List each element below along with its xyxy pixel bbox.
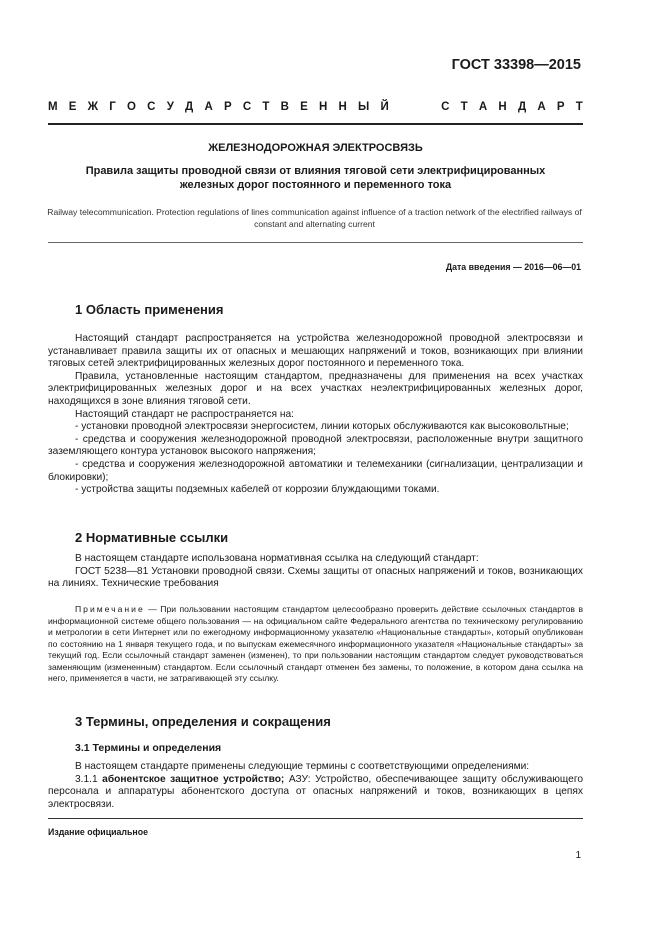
page-number: 1 <box>575 850 581 861</box>
banner-letter: Ы <box>358 101 370 113</box>
banner-letter: Р <box>223 101 232 113</box>
banner-letter: Й <box>380 101 389 113</box>
banner-letter: М <box>48 101 58 113</box>
banner-letter: Е <box>68 101 77 113</box>
english-title: Railway telecommunication. Protection regulations of lines communication against influence of a traction network of the electrified railways of constant and alternating current <box>47 207 582 229</box>
banner-letter: Р <box>556 101 565 113</box>
banner-letter: Г <box>109 101 116 113</box>
list-item: - установки проводной электросвязи энергосистем, линии которых обслуживаются как высоковольтные; <box>75 421 569 433</box>
document-title: ЖЕЛЕЗНОДОРОЖНАЯ ЭЛЕКТРОСВЯЗЬ <box>208 142 423 154</box>
introduction-date: Дата введения — 2016—06—01 <box>445 262 581 272</box>
term-name: абонентское защитное устройство; <box>102 773 285 785</box>
banner-letter: Е <box>300 101 308 113</box>
banner-letter: С <box>242 101 252 113</box>
banner-letter: Т <box>262 101 270 113</box>
note-lead: Примечание <box>75 604 145 614</box>
banner-letter <box>400 101 430 113</box>
paragraph: Правила, установленные настоящим стандартом, предназначены для применения на всех участках электрифицированных железных дорог и на всех участках неэлектрифицированных железных дорог, находящихся в зоне влияния тяговой сети. <box>48 370 583 407</box>
banner-letter: Д <box>185 101 194 113</box>
header-rule <box>48 123 583 125</box>
term-text: АЗУ: Устройство, обеспечивающее защиту обслуживающего персонала и аппаратуры абонентского доступа от опасных напряжений и токов, возникающих в цепях электросвязи. <box>48 773 583 810</box>
term-definition <box>48 774 583 812</box>
footer-rule <box>48 818 583 819</box>
banner-letter: Н <box>498 101 507 113</box>
banner-letter: С <box>441 101 450 113</box>
banner-letter: Н <box>338 101 347 113</box>
banner-letter: Т <box>460 101 468 113</box>
list-item: - устройства защиты подземных кабелей от коррозии блуждающими токами. <box>75 484 440 496</box>
subsection-heading-terms: 3.1 Термины и определения <box>75 742 222 754</box>
document-subtitle: Правила защиты проводной связи от влияния тяговой сети электрифицированных железных дорог постоянного и переменного тока <box>85 165 546 191</box>
banner-letter: Н <box>318 101 328 113</box>
list-item: - средства и сооружения железнодорожной проводной электросвязи, расположенные внутри защитного заземляющего контура установок высокого напряжения; <box>48 433 583 458</box>
paragraph: Настоящий стандарт не распространяется на: <box>75 408 295 420</box>
banner-letter: О <box>127 101 136 113</box>
banner-letter: А <box>204 101 213 113</box>
note-text: — При пользовании настоящим стандартом целесообразно проверить действие ссылочных стандартов в информационной системе общего пользования — на официальном сайте Федерального агентства по техническому регулированию и метрологии в сети Интернет или по ежегодному информационному указателю «Национальные стандарты», который опубликован по состоянию на 1 января текущего года, и по выпускам ежемесячного информационного указателя «Национальные стандарты» за текущий год. Если ссылочный стандарт заменен (изменен), то при пользовании настоящим стандартом следует руководствоваться заменяющим (измененным) стандартом. Если ссылочный стандарт отменен без замены, то положение, в котором дана ссылка на него, применяется в части, не затрагивающей эту ссылку. <box>48 604 584 683</box>
section-heading-refs: 2 Нормативные ссылки <box>75 530 229 545</box>
interstate-standard-banner <box>48 101 583 113</box>
reference-item: ГОСТ 5238—81 Установки проводной связи. Схемы защиты от опасных напряжений и токов, возникающих на линиях. Технические требования <box>48 565 583 590</box>
section-terms-body <box>48 761 583 811</box>
refs-note <box>48 604 583 685</box>
banner-letter: А <box>537 101 546 113</box>
banner-letter: Ж <box>87 101 99 113</box>
banner-letter: В <box>280 101 289 113</box>
title-rule <box>48 242 583 243</box>
banner-letter: Т <box>575 101 583 113</box>
section-heading-terms: 3 Термины, определения и сокращения <box>75 714 331 729</box>
paragraph: Настоящий стандарт распространяется на устройства железнодорожной проводной электросвязи и устанавливает правила защиты их от опасных и мешающих напряжений и токов, возникающих при влиянии тяговых сетей электрифицированных железных дорог постоянного и переменного тока. <box>48 333 583 370</box>
banner-letter: С <box>147 101 156 113</box>
banner-letter: У <box>166 101 174 113</box>
banner-letter: А <box>478 101 488 113</box>
paragraph: В настоящем стандарте применены следующие термины с соответствующими определениями: <box>75 761 530 772</box>
paragraph: В настоящем стандарте использована нормативная ссылка на следующий стандарт: <box>75 553 479 564</box>
section-refs-body <box>48 553 583 591</box>
list-item: - средства и сооружения железнодорожной автоматики и телемеханики (сигнализации, централизации и блокировки); <box>48 458 583 483</box>
standard-number: ГОСТ 33398—2015 <box>451 57 581 73</box>
banner-letter: Д <box>517 101 527 113</box>
term-number: 3.1.1 <box>75 773 98 785</box>
official-edition-label: Издание официальное <box>48 827 148 837</box>
section-scope-body <box>48 333 583 497</box>
section-heading-scope: 1 Область применения <box>75 302 224 317</box>
